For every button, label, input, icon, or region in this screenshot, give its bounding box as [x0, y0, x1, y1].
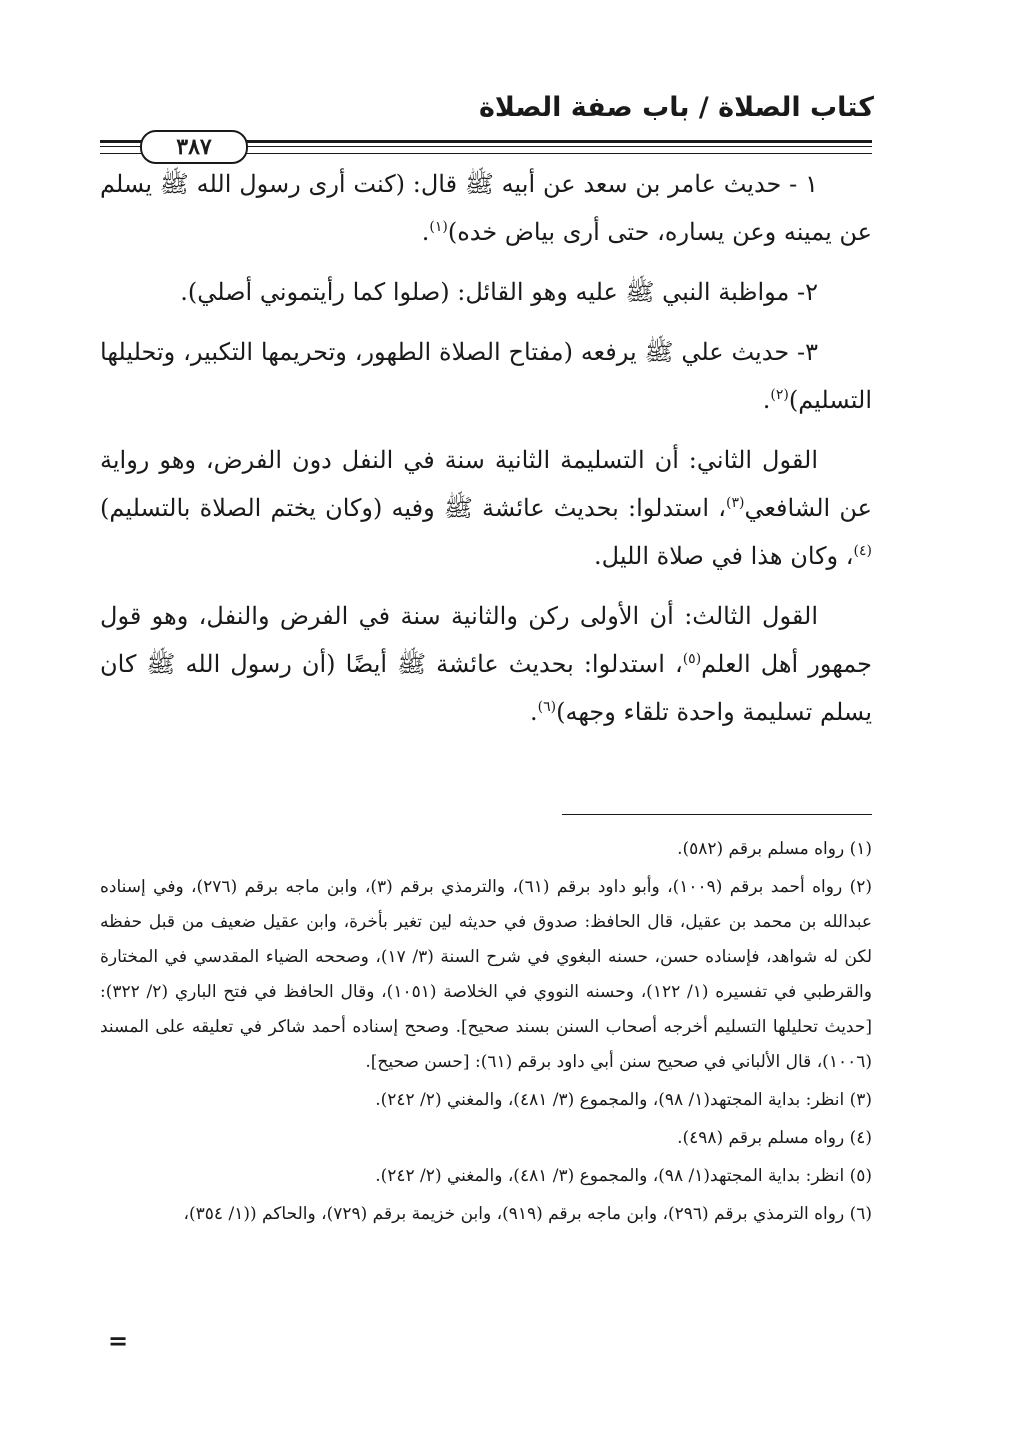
paragraph-4 [100, 436, 872, 580]
paragraph-4-text-c: ، وكان هذا في صلاة الليل. [594, 542, 854, 570]
footnote-ref-3: (٣) [726, 495, 745, 511]
header-rule [100, 132, 872, 160]
footnote-ref-2: (٢) [770, 387, 789, 403]
main-text [100, 160, 872, 748]
paragraph-4-text-a: القول الثاني: أن التسليمة الثانية سنة في النفل دون الفرض، وهو رواية عن الشافعي [100, 446, 872, 522]
footnote-4: (٤) رواه مسلم برقم (٤٩٨). [677, 1128, 872, 1148]
footnote-ref-5: (٥) [682, 651, 702, 667]
footnotes [100, 832, 872, 1235]
footnote-2: (٢) رواه أحمد برقم (١٠٠٩)، وأبو داود برقم (٦١)، والترمذي برقم (٣)، وابن ماجه برقم (٢٧٦)، وفي إسناده عبدالله بن محمد بن عقيل، قال الحافظ: صدوق في حديثه لين تغير بأخرة، وابن عقيل ضعيف من قبل حفظه لكن له شواهد، فإسناده حسن، حسنه البغوي في شرح السنة (٣/ ١٧)، وصححه الضياء المقدسي في المختارة والقرطبي في تفسيره (١/ ١٢٢)، وحسنه النووي في الخلاصة (١٠٥١)، وقال الحافظ في فتح الباري (٢/ ٣٢٢): [حديث تحليلها التسليم أخرجه أصحاب السنن بسند صحيح]. وصحح إسناده أحمد شاكر في تعليقه على المسند (١٠٠٦)، قال الألباني في صحيح سنن أبي داود برقم (٦١): [حسن صحيح]. [100, 877, 873, 1072]
footnote-5: (٥) انظر: بداية المجتهد(١/ ٩٨)، والمجموع (٣/ ٤٨١)، والمغني (٢/ ٢٤٢). [375, 1166, 872, 1186]
page-number: ٣٨٧ [140, 130, 248, 164]
paragraph-3-text: ٣- حديث علي ﷺ يرفعه (مفتاح الصلاة الطهور، وتحريمها التكبير، وتحليلها التسليم) [100, 338, 872, 414]
paragraph-3: ٣- حديث علي ﷺ يرفعه (مفتاح الصلاة الطهور، وتحريمها التكبير، وتحليلها التسليم)$^{(٢)}$. [100, 338, 872, 414]
footnote-ref-4: (٤) [853, 543, 872, 559]
footnote-3: (٣) انظر: بداية المجتهد(١/ ٩٨)، والمجموع (٣/ ٤٨١)، والمغني (٢/ ٢٤٢). [375, 1090, 872, 1110]
paragraph-1-text: ١ - حديث عامر بن سعد عن أبيه ﷺ قال: (كنت أرى رسول الله ﷺ يسلم عن يمينه وعن يساره، حتى أرى بياض خده) [100, 170, 872, 246]
paragraph-2 [100, 268, 872, 316]
footnote-6: (٦) رواه الترمذي برقم (٢٩٦)، وابن ماجه برقم (٩١٩)، وابن خزيمة برقم (٧٢٩)، والحاكم ((١/ ٣٥٤)، [183, 1204, 872, 1224]
running-header: كتاب الصلاة / باب صفة الصلاة [478, 92, 874, 123]
footnote-ref-6: (٦) [537, 699, 557, 715]
paragraph-5-text-a: القول الثالث: أن الأولى ركن والثانية سنة في الفرض والنفل، وهو قول جمهور أهل العلم [100, 602, 873, 678]
paragraph-5-text-b: ، استدلوا: بحديث عائشة ﷺ أيضًا (أن رسول الله ﷺ كان يسلم تسليمة واحدة تلقاء وجهه) [100, 650, 872, 726]
continuation-mark: = [108, 1326, 129, 1355]
paragraph-4-text-b: ، استدلوا: بحديث عائشة ﷺ وفيه (وكان يختم الصلاة بالتسليم) [100, 494, 726, 522]
footnote-1: (١) رواه مسلم برقم (٥٨٢). [677, 839, 872, 859]
footnote-ref-1: (١) [429, 219, 448, 235]
paragraph-5: القول الثالث: أن الأولى ركن والثانية سنة في الفرض والنفل، وهو قول جمهور أهل العلم$^{(٥)}$، استدلوا: بحديث عائشة ﷺ أيضًا (أن رسول الله ﷺ كان يسلم تسليمة واحدة تلقاء وجهه)$^{(٦)}$. [100, 602, 873, 726]
footnote-separator [562, 814, 872, 815]
paragraph-1: ١ - حديث عامر بن سعد عن أبيه ﷺ قال: (كنت أرى رسول الله ﷺ يسلم عن يمينه وعن يساره، حتى أرى بياض خده)$^{(١)}$. [100, 170, 872, 246]
paragraph-2-text: ٢- مواظبة النبي ﷺ عليه وهو القائل: (صلوا كما رأيتموني أصلي). [180, 278, 818, 306]
